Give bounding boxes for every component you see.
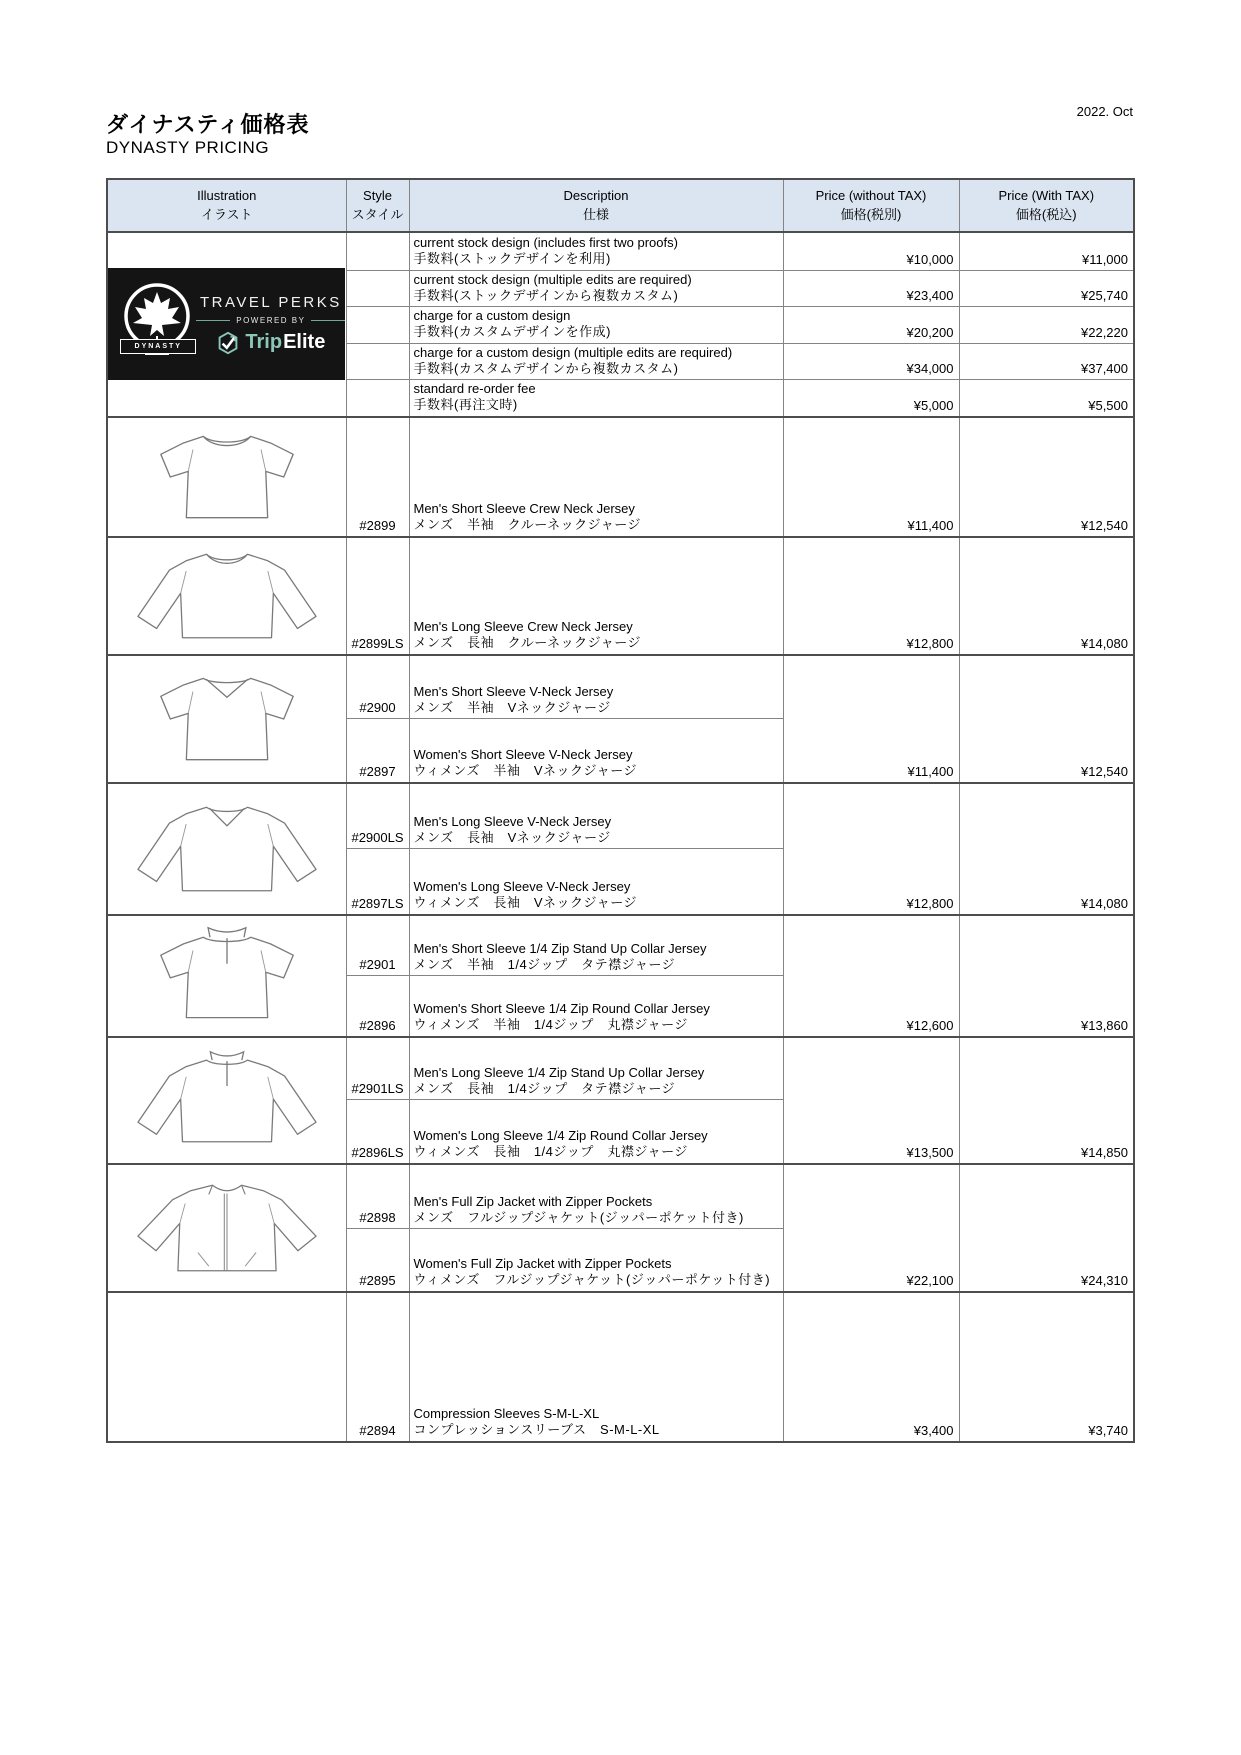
price-without-tax: ¥22,100 bbox=[783, 1164, 959, 1292]
description-cell bbox=[409, 232, 783, 270]
style-number: #2897 bbox=[346, 719, 409, 783]
description-cell bbox=[409, 307, 783, 344]
price-with-tax: ¥13,860 bbox=[959, 915, 1134, 1037]
product-description-ja: ウィメンズ 長袖 1/4ジップ 丸襟ジャージ bbox=[413, 1144, 688, 1160]
style-number: #2900 bbox=[346, 655, 409, 719]
description-cell bbox=[409, 380, 783, 417]
description-cell bbox=[409, 537, 783, 655]
illustration-cell bbox=[107, 655, 346, 783]
price-with-tax: ¥25,740 bbox=[959, 270, 1134, 307]
style-number: #2900LS bbox=[346, 783, 409, 849]
description-cell bbox=[409, 915, 783, 976]
powered-by-text: POWERED BY bbox=[236, 315, 306, 325]
product-description-ja: コンプレッションスリーブス S-M-L-XL bbox=[413, 1422, 660, 1438]
powered-by-line-right bbox=[311, 320, 345, 321]
tripelite-check-icon bbox=[216, 331, 240, 355]
mens-short-sleeve-crew-neck-jersey-illustration bbox=[122, 425, 332, 529]
fee-description-ja: 手数料(カスタムデザインから複数カスタム) bbox=[413, 360, 679, 376]
description-cell bbox=[409, 1164, 783, 1229]
product-description-ja: メンズ 半袖 Vネックジャージ bbox=[413, 699, 611, 715]
product-row bbox=[107, 655, 1134, 719]
illustration-cell bbox=[107, 537, 346, 655]
description-cell bbox=[409, 417, 783, 537]
product-description-en: Compression Sleeves S-M-L-XL bbox=[413, 1406, 600, 1421]
description-cell bbox=[409, 1037, 783, 1100]
description-cell bbox=[409, 343, 783, 380]
product-row bbox=[107, 537, 1134, 655]
illustration-cell bbox=[107, 1164, 346, 1292]
style-number: #2897LS bbox=[346, 849, 409, 915]
product-description-ja: ウィメンズ 長袖 Vネックジャージ bbox=[413, 895, 637, 911]
illustration-cell bbox=[107, 1037, 346, 1164]
price-without-tax: ¥10,000 bbox=[783, 232, 959, 270]
header-description: Description 仕様 bbox=[409, 179, 783, 232]
product-description-en: Men's Full Zip Jacket with Zipper Pockets bbox=[413, 1193, 653, 1209]
price-with-tax: ¥11,000 bbox=[959, 232, 1134, 270]
product-description-en: Men's Short Sleeve 1/4 Zip Stand Up Collar Jersey bbox=[413, 940, 707, 956]
powered-by-line-left bbox=[196, 320, 230, 321]
trip-text: Trip bbox=[245, 331, 283, 354]
product-description-ja: メンズ 半袖 クルーネックジャージ bbox=[413, 517, 642, 533]
short-sleeve-v-neck-jersey-illustration bbox=[122, 667, 332, 771]
description-cell bbox=[409, 655, 783, 719]
fee-description-en: charge for a custom design bbox=[413, 308, 571, 323]
fee-description-en: charge for a custom design (multiple edits are required) bbox=[413, 344, 733, 360]
product-description-ja: メンズ 長袖 Vネックジャージ bbox=[413, 829, 611, 845]
pricing-table bbox=[106, 178, 1135, 1443]
dynasty-ribbon bbox=[120, 339, 196, 354]
fee-description-en: current stock design (multiple edits are required) bbox=[413, 271, 692, 287]
style-cell bbox=[346, 307, 409, 344]
illustration-cell-empty bbox=[107, 1292, 346, 1442]
fee-description-en: current stock design (includes first two proofs) bbox=[413, 235, 678, 250]
product-row bbox=[107, 783, 1134, 849]
product-description-en: Women's Long Sleeve 1/4 Zip Round Collar Jersey bbox=[413, 1128, 708, 1143]
description-cell bbox=[409, 976, 783, 1037]
travel-perks-logo bbox=[108, 268, 345, 380]
price-with-tax: ¥14,080 bbox=[959, 537, 1134, 655]
fee-description-ja: 手数料(ストックデザインから複数カスタム) bbox=[413, 287, 679, 303]
product-description-en: Women's Long Sleeve V-Neck Jersey bbox=[413, 879, 631, 894]
price-with-tax: ¥24,310 bbox=[959, 1164, 1134, 1292]
product-description-en: Women's Short Sleeve V-Neck Jersey bbox=[413, 747, 633, 762]
illustration-cell bbox=[107, 783, 346, 915]
price-with-tax: ¥5,500 bbox=[959, 380, 1134, 417]
price-without-tax: ¥12,800 bbox=[783, 783, 959, 915]
style-cell bbox=[346, 232, 409, 270]
price-with-tax: ¥12,540 bbox=[959, 417, 1134, 537]
price-without-tax: ¥12,800 bbox=[783, 537, 959, 655]
price-without-tax: ¥12,600 bbox=[783, 915, 959, 1037]
price-with-tax: ¥14,850 bbox=[959, 1037, 1134, 1164]
description-cell bbox=[409, 783, 783, 849]
long-sleeve-v-neck-jersey-illustration bbox=[120, 798, 334, 900]
product-row bbox=[107, 417, 1134, 537]
travel-perks-logo-cell bbox=[107, 232, 346, 417]
description-cell bbox=[409, 1229, 783, 1292]
short-sleeve-quarter-zip-jersey-illustration bbox=[122, 924, 332, 1028]
price-without-tax: ¥20,200 bbox=[783, 307, 959, 344]
style-number: #2901LS bbox=[346, 1037, 409, 1100]
price-without-tax: ¥3,400 bbox=[783, 1292, 959, 1442]
style-number: #2901 bbox=[346, 915, 409, 976]
style-number: #2899 bbox=[346, 417, 409, 537]
style-number: #2894 bbox=[346, 1292, 409, 1442]
product-description-ja: ウィメンズ 半袖 1/4ジップ 丸襟ジャージ bbox=[413, 1017, 688, 1033]
style-cell bbox=[346, 343, 409, 380]
product-description-en: Women's Short Sleeve 1/4 Zip Round Collar Jersey bbox=[413, 1001, 710, 1016]
full-zip-jacket-illustration bbox=[119, 1178, 335, 1278]
price-without-tax: ¥34,000 bbox=[783, 343, 959, 380]
product-description-ja: メンズ 半袖 1/4ジップ タテ襟ジャージ bbox=[413, 956, 676, 972]
page-title-english: DYNASTY PRICING bbox=[106, 138, 270, 157]
dynasty-maple-leaf-logo bbox=[118, 276, 196, 372]
header-price-with-tax: Price (With TAX) 価格(税込) bbox=[959, 179, 1134, 232]
fee-row bbox=[107, 232, 1134, 270]
long-sleeve-quarter-zip-jersey-illustration bbox=[120, 1049, 334, 1151]
table-header-row bbox=[107, 179, 1134, 232]
product-row bbox=[107, 1164, 1134, 1229]
product-description-ja: ウィメンズ フルジップジャケット(ジッパーポケット付き) bbox=[413, 1272, 771, 1288]
tripelite-logo bbox=[216, 331, 325, 355]
header-illustration: Illustration イラスト bbox=[107, 179, 346, 232]
price-without-tax: ¥11,400 bbox=[783, 655, 959, 783]
product-description-ja: メンズ 長袖 クルーネックジャージ bbox=[413, 635, 642, 651]
fee-description-en: standard re-order fee bbox=[413, 381, 536, 396]
style-number: #2896LS bbox=[346, 1100, 409, 1164]
product-description-ja: メンズ フルジップジャケット(ジッパーポケット付き) bbox=[413, 1209, 744, 1225]
product-description-en: Men's Long Sleeve 1/4 Zip Stand Up Collar Jersey bbox=[413, 1064, 705, 1080]
illustration-cell bbox=[107, 417, 346, 537]
price-with-tax: ¥3,740 bbox=[959, 1292, 1134, 1442]
mens-long-sleeve-crew-neck-jersey-illustration bbox=[120, 545, 334, 647]
product-description-en: Women's Full Zip Jacket with Zipper Pockets bbox=[413, 1256, 672, 1271]
product-row bbox=[107, 1292, 1134, 1442]
product-description-en: Men's Long Sleeve V-Neck Jersey bbox=[413, 813, 612, 829]
product-description-en: Men's Short Sleeve V-Neck Jersey bbox=[413, 683, 614, 699]
price-with-tax: ¥37,400 bbox=[959, 343, 1134, 380]
price-without-tax: ¥23,400 bbox=[783, 270, 959, 307]
travel-perks-text: TRAVEL PERKS bbox=[200, 293, 342, 311]
style-number: #2899LS bbox=[346, 537, 409, 655]
description-cell bbox=[409, 1100, 783, 1164]
elite-text: Elite bbox=[283, 331, 326, 354]
description-cell bbox=[409, 1292, 783, 1442]
price-with-tax: ¥12,540 bbox=[959, 655, 1134, 783]
style-cell bbox=[346, 270, 409, 307]
dynasty-brand-text: DYNASTY bbox=[134, 343, 182, 351]
header-style: Style スタイル bbox=[346, 179, 409, 232]
price-without-tax: ¥11,400 bbox=[783, 417, 959, 537]
product-description-ja: メンズ 長袖 1/4ジップ タテ襟ジャージ bbox=[413, 1080, 676, 1096]
header-price-without-tax: Price (without TAX) 価格(税別) bbox=[783, 179, 959, 232]
price-with-tax: ¥22,220 bbox=[959, 307, 1134, 344]
price-without-tax: ¥5,000 bbox=[783, 380, 959, 417]
style-cell bbox=[346, 380, 409, 417]
description-cell bbox=[409, 270, 783, 307]
page-title-japanese: ダイナスティ価格表 bbox=[106, 112, 310, 137]
price-without-tax: ¥13,500 bbox=[783, 1037, 959, 1164]
product-description-en: Men's Short Sleeve Crew Neck Jersey bbox=[413, 501, 635, 516]
fee-description-ja: 手数料(再注文時) bbox=[413, 397, 518, 413]
style-number: #2895 bbox=[346, 1229, 409, 1292]
price-with-tax: ¥14,080 bbox=[959, 783, 1134, 915]
document-date: 2022. Oct bbox=[1076, 104, 1133, 119]
style-number: #2898 bbox=[346, 1164, 409, 1229]
maple-leaf-icon bbox=[118, 276, 196, 372]
product-description-en: Men's Long Sleeve Crew Neck Jersey bbox=[413, 619, 633, 634]
fee-description-ja: 手数料(カスタムデザインを作成) bbox=[413, 324, 611, 340]
description-cell bbox=[409, 849, 783, 915]
product-description-ja: ウィメンズ 半袖 Vネックジャージ bbox=[413, 763, 637, 779]
illustration-cell bbox=[107, 915, 346, 1037]
product-row bbox=[107, 1037, 1134, 1100]
description-cell bbox=[409, 719, 783, 783]
fee-description-ja: 手数料(ストックデザインを利用) bbox=[413, 251, 611, 267]
product-row bbox=[107, 915, 1134, 976]
style-number: #2896 bbox=[346, 976, 409, 1037]
